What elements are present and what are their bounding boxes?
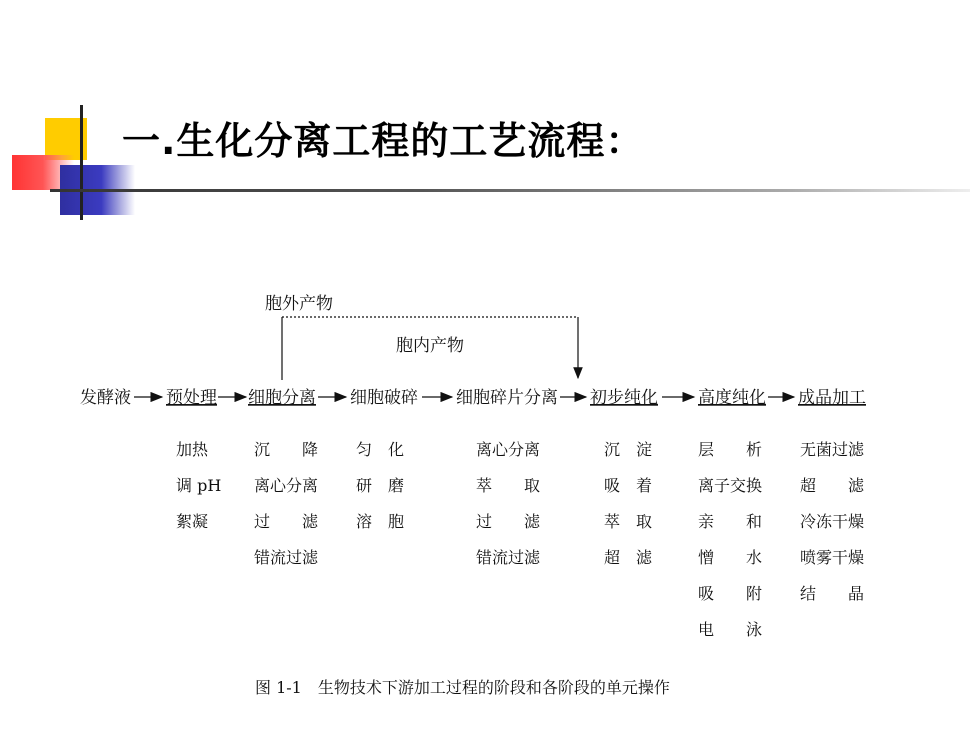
op-item: 无菌过滤 — [800, 440, 865, 459]
op-item: 过 滤 — [476, 512, 541, 531]
op-item: 亲 和 — [698, 512, 763, 531]
op-item: 离心分离 — [254, 476, 319, 495]
stage-label-0: 发酵液 — [80, 388, 131, 408]
op-item: 离子交换 — [698, 476, 763, 495]
op-item: 萃 取 — [604, 512, 653, 531]
op-item: 结 晶 — [800, 584, 865, 603]
op-item: 溶 胞 — [356, 512, 405, 531]
decor-vertical-line — [80, 105, 83, 220]
ops-high-purification — [698, 440, 762, 639]
stage-label-5: 初步纯化 — [590, 388, 658, 408]
branch-outside-label: 胞外产物 — [265, 294, 333, 314]
ops-cell-separation — [254, 440, 319, 567]
op-item: 超 滤 — [800, 476, 865, 495]
op-item: 离心分离 — [476, 440, 541, 459]
ops-preprocess — [176, 440, 221, 531]
op-item: 错流过滤 — [254, 548, 319, 567]
ops-final-processing — [800, 440, 865, 603]
stage-label-7: 成品加工 — [798, 388, 866, 408]
stage-label-3: 细胞破碎 — [350, 388, 418, 408]
op-item: 层 析 — [698, 440, 763, 459]
op-item: 喷雾干燥 — [800, 548, 865, 567]
op-item: 匀 化 — [356, 440, 405, 459]
op-item: 吸 附 — [698, 584, 763, 603]
op-item: 调 pH — [176, 476, 222, 495]
branch-inside-label: 胞内产物 — [396, 336, 464, 356]
op-item: 过 滤 — [254, 512, 319, 531]
op-item: 絮凝 — [176, 512, 209, 531]
stage-label-4: 细胞碎片分离 — [456, 388, 558, 408]
ops-cell-disruption — [356, 440, 404, 531]
op-item: 沉 降 — [254, 440, 319, 459]
figure-caption: 图 1-1 生物技术下游加工过程的阶段和各阶段的单元操作 — [255, 678, 670, 697]
process-flow-diagram — [70, 285, 890, 715]
title-underline — [50, 189, 970, 192]
op-item: 憎 水 — [698, 548, 763, 567]
op-item: 沉 淀 — [604, 440, 653, 459]
op-item: 吸 着 — [604, 476, 653, 495]
stage-label-1: 预处理 — [166, 388, 217, 408]
ops-primary-purification — [604, 440, 653, 567]
op-item: 冷冻干燥 — [800, 512, 865, 531]
op-item: 研 磨 — [356, 476, 405, 495]
op-item: 加热 — [176, 440, 209, 459]
op-item: 电 泳 — [698, 620, 763, 639]
slide-title: 一.生化分离工程的工艺流程： — [122, 119, 645, 163]
stage-label-6: 高度纯化 — [698, 388, 766, 408]
ops-debris-separation — [476, 440, 541, 567]
op-item: 超 滤 — [604, 548, 653, 567]
op-item: 萃 取 — [476, 476, 541, 495]
stage-label-2: 细胞分离 — [248, 388, 316, 408]
op-item: 错流过滤 — [476, 548, 541, 567]
